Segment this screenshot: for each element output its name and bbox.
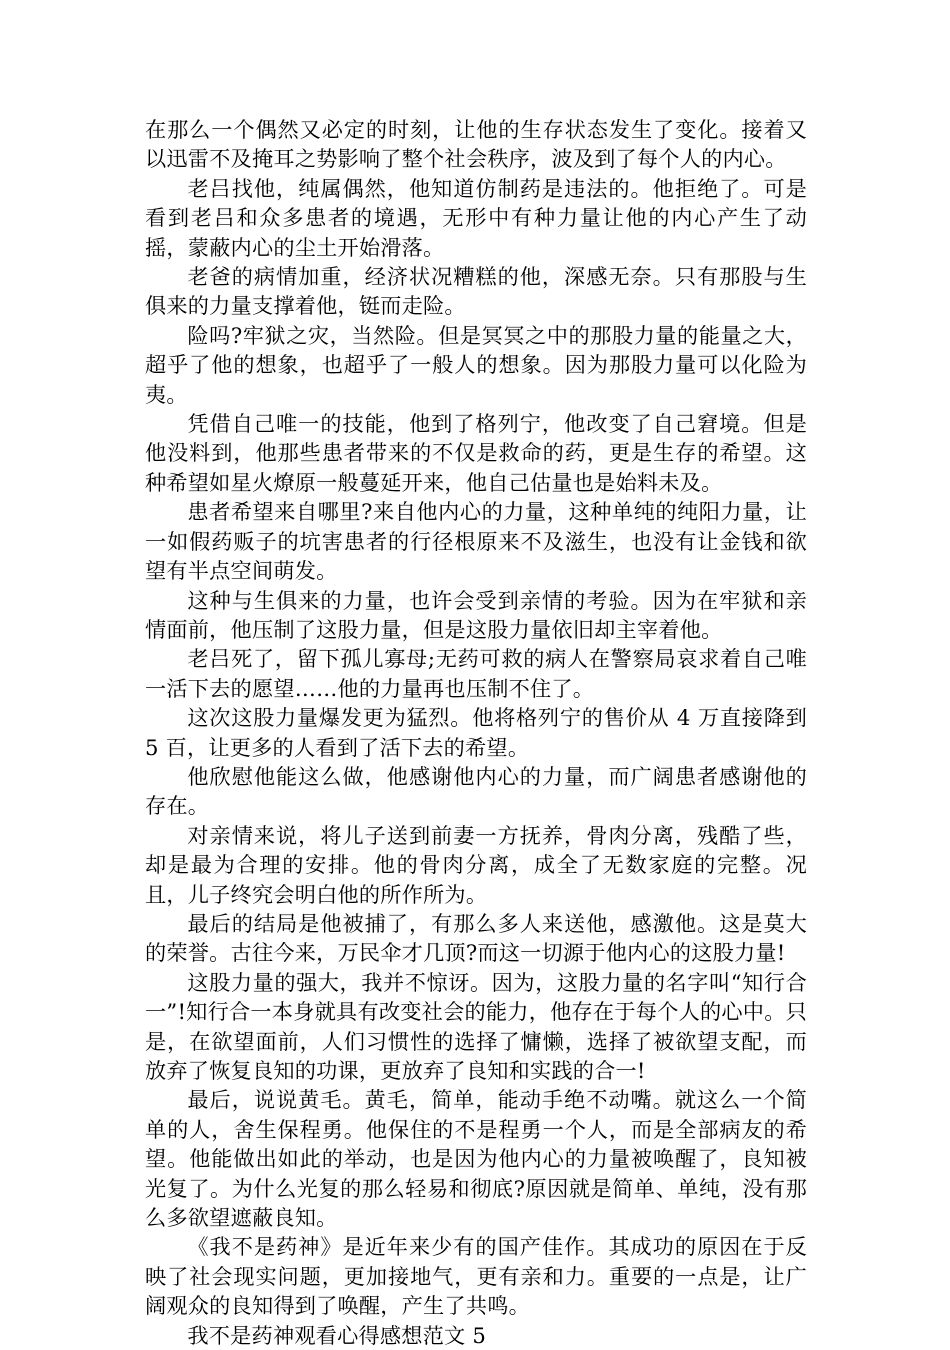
paragraph-6: 患者希望来自哪里?来自他内心的力量，这种单纯的纯阳力量，让一如假药贩子的坑害患者的行径根原来不及滋生，也没有让金钱和欲望有半点空间萌发。: [145, 499, 807, 584]
paragraph-14: 最后，说说黄毛。黄毛，简单，能动手绝不动嘴。就这么一个简单的人，舍生保程勇。他保住的不是程勇一个人，而是全部病友的希望。他能做出如此的举动，也是因为他内心的力量被唤醒了，良知被光复了。为什么光复的那么轻易和彻底?原因就是简单、单纯，没有那么多欲望遮蔽良知。: [145, 1087, 807, 1231]
paragraph-12: 最后的结局是他被捕了，有那么多人来送他，感激他。这是莫大的荣誉。古往今来，万民伞才几顶?而这一切源于他内心的这股力量!: [145, 910, 807, 966]
section-heading: 我不是药神观看心得感想范文 5: [187, 1322, 487, 1348]
paragraph-15: 《我不是药神》是近年来少有的国产佳作。其成功的原因在于反映了社会现实问题，更加接地气，更有亲和力。重要的一点是，让广阔观众的良知得到了唤醒，产生了共鸣。: [145, 1234, 807, 1319]
paragraph-8: 老吕死了，留下孤儿寡母;无药可救的病人在警察局哀求着自己唯一活下去的愿望……他的力量再也压制不住了。: [145, 646, 807, 701]
paragraph-2: 老吕找他，纯属偶然，他知道仿制药是违法的。他拒绝了。可是看到老吕和众多患者的境遇，无形中有种力量让他的内心产生了动摇，蒙蔽内心的尘土开始滑落。: [145, 175, 807, 260]
paragraph-10: 他欣慰他能这么做，他感谢他内心的力量，而广阔患者感谢他的存在。: [145, 763, 807, 819]
paragraph-4: 险吗?牢狱之灾，当然险。但是冥冥之中的那股力量的能量之大，超乎了他的想象，也超乎了一般人的想象。因为那股力量可以化险为夷。: [145, 322, 807, 407]
paragraph-7: 这种与生俱来的力量，也许会受到亲情的考验。因为在牢狱和亲情面前，他压制了这股力量，但是这股力量依旧却主宰着他。: [145, 587, 807, 642]
paragraph-9: 这次这股力量爆发更为猛烈。他将格列宁的售价从 4 万直接降到 5 百，让更多的人看到了活下去的希望。: [145, 705, 807, 760]
paragraph-3: 老爸的病情加重，经济状况糟糕的他，深感无奈。只有那股与生俱来的力量支撑着他，铤而走险。: [145, 264, 807, 319]
paragraph-11: 对亲情来说，将儿子送到前妻一方抚养，骨肉分离，残酷了些，却是最为合理的安排。他的骨肉分离，成全了无数家庭的完整。况且，儿子终究会明白他的所作所为。: [145, 822, 807, 907]
paragraph-1: 在那么一个偶然又必定的时刻，让他的生存状态发生了变化。接着又以迅雷不及掩耳之势影响了整个社会秩序，波及到了每个人的内心。: [145, 117, 807, 172]
paragraph-13: 这股力量的强大，我并不惊讶。因为，这股力量的名字叫“知行合一”!知行合一本身就具有改变社会的能力，他存在于每个人的心中。只是，在欲望面前，人们习惯性的选择了慵懒，选择了被欲望支配，而放弃了恢复良知的功课，更放弃了良知和实践的合一!: [145, 969, 807, 1083]
document-page: [145, 115, 807, 1350]
paragraph-5: 凭借自己唯一的技能，他到了格列宁，他改变了自己窘境。但是他没料到，他那些患者带来的不仅是救命的药，更是生存的希望。这种希望如星火燎原一般蔓延开来，他自己估量也是始料未及。: [145, 411, 807, 495]
